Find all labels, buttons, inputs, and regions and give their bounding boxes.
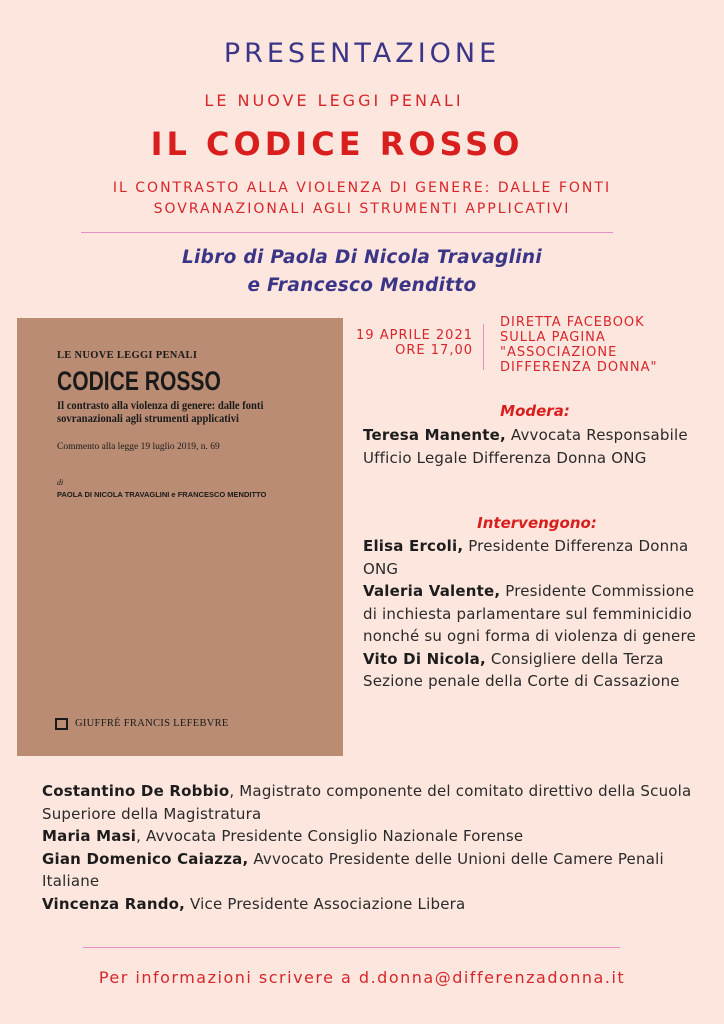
live-line-1: DIRETTA FACEBOOK [500,315,645,330]
book-publisher: GIUFFRÈ FRANCIS LEFEBVRE [75,718,229,729]
contact-info: Per informazioni scrivere a d.donna@differenzadonna.it [98,968,626,987]
series-title: LE NUOVE LEGGI PENALI [204,91,464,110]
publisher-logo-icon [55,718,68,730]
speakers-list [363,535,708,693]
page-title: PRESENTAZIONE [223,38,501,69]
live-line-3: "ASSOCIAZIONE [500,345,618,360]
authors-line-1: Libro di Paola Di Nicola Travaglini [181,247,543,268]
speaker-item [363,535,708,580]
book-authors-heading [0,244,724,300]
speaker-name: Valeria Valente, [363,582,501,600]
live-line-4: DIFFERENZA DONNA" [500,360,658,375]
book-cover [17,318,343,756]
other-speaker-item [42,893,702,916]
moderator-label: Modera: [500,402,570,420]
vertical-divider [483,324,484,370]
moderator-name: Teresa Manente, [363,426,506,444]
moderator [363,424,703,469]
live-info [500,315,700,375]
book-series: LE NUOVE LEGGI PENALI [57,350,198,361]
main-title: IL CODICE ROSSO [150,125,524,163]
event-time: ORE 17,00 [395,343,473,358]
speaker-role: Presidente Commissione di inchiesta parlamentare sul femminicidio nonché su ogni forma di violenza di genere [363,582,696,645]
speaker-item [363,580,708,648]
book-title: CODICE ROSSO [57,366,221,396]
event-date: 19 APRILE 2021 [356,328,473,343]
subtitle [0,178,724,220]
subtitle-line-1: IL CONTRASTO ALLA VIOLENZA DI GENERE: DALLE FONTI [112,180,612,196]
speaker-role: Consigliere della Terza Sezione penale della Corte di Cassazione [363,649,680,690]
book-subtitle: Il contrasto alla violenza di genere: dalle fonti sovranazionali agli strumenti applicativi [57,400,264,425]
speaker-item [363,648,708,693]
other-speaker-role: , Avvocata Presidente Consiglio Nazionale Forense [136,827,524,845]
live-line-2: SULLA PAGINA [500,330,606,345]
other-speaker-item [42,825,702,848]
speakers-label: Intervengono: [477,514,597,532]
speaker-name: Vito Di Nicola, [363,649,486,668]
footer-divider [83,947,620,948]
book-di: di [57,478,64,487]
other-speaker-role: Vice Presidente Associazione Libera [185,894,466,913]
other-speaker-name: Vincenza Rando, [42,894,186,913]
other-speaker-name: Costantino De Robbio [42,782,230,800]
speaker-role: Presidente Differenza Donna ONG [363,537,689,578]
authors-line-2: e Francesco Menditto [247,275,477,296]
book-cover-authors: PAOLA DI NICOLA TRAVAGLINI e FRANCESCO MENDITTO [57,490,267,499]
other-speaker-name: Maria Masi [42,827,137,845]
other-speakers-list [42,780,702,915]
other-speaker-item [42,780,702,825]
other-speaker-role: Avvocato Presidente delle Unioni delle Camere Penali Italiane [42,849,664,890]
divider [81,232,613,233]
other-speaker-name: Gian Domenico Caiazza, [42,849,249,868]
book-comment: Commento alla legge 19 luglio 2019, n. 69 [57,442,220,452]
moderator-role: Avvocata Responsabile Ufficio Legale Differenza Donna ONG [363,426,688,467]
other-speaker-role: , Magistrato componente del comitato direttivo della Scuola Superiore della Magistratura [42,782,692,823]
subtitle-line-2: SOVRANAZIONALI AGLI STRUMENTI APPLICATIVI [153,201,571,217]
event-datetime [347,328,473,358]
other-speaker-item [42,848,702,893]
speaker-name: Elisa Ercoli, [363,537,464,555]
